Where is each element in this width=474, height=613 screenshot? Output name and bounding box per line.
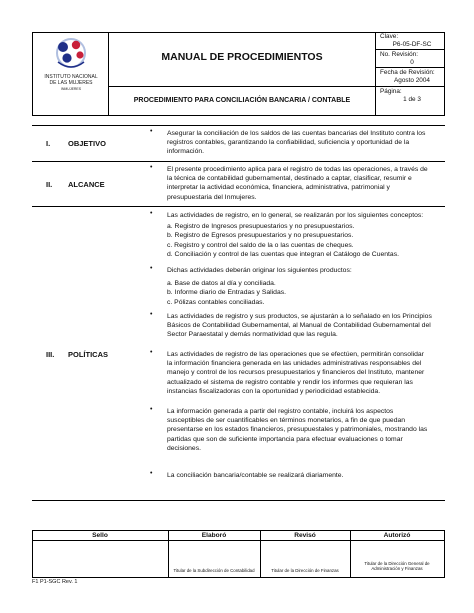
bullet-icon: • [150,164,153,171]
elaboro-header: Elaboró [201,532,227,539]
section-number: I. [46,139,51,148]
inmujeres-logo-icon [54,36,88,72]
bullet-icon: • [150,349,153,356]
bullet-icon: • [150,128,153,135]
reviso-header: Revisó [294,532,316,539]
section-number: II. [46,180,53,189]
politicas-p1: Las actividades de registro, en lo general, se realizarán por los siguientes conceptos: [167,212,424,219]
bullet-icon: • [150,265,153,272]
procedure-title: PROCEDIMIENTO PARA CONCILIACIÓN BANCARIA / CONTABLE [133,97,351,104]
fecha-revision-cell: Fecha de Revisión: Agosto 2004 [380,69,435,84]
revision-cell: No. Revisión: 0 [380,51,419,66]
politicas-p2-list: a. Base de datos al día y conciliada. b. Informe diario de Entradas y Salidas. c. Pólizas contables conciliadas. [167,280,287,306]
objetivo-text: Asegurar la conciliación de los saldos de las cuentas bancarias del Instituto contra los registros contables, garantizando la confiabilidad, suficiencia y oportunidad de la información. [167,130,426,156]
autorizo-header: Autorizó [383,532,411,539]
autorizo-signature: Titular de la Dirección General de Administración y Finanzas [364,561,430,572]
politicas-p5: La información generada a partir del registro contable, incluirá los aspectos susceptibles de ser cuantificables en términos monetarios, a fin de que puedan presentarse en los estados financieros, presupuestales y patrimoniales, mostrando las partidas que son de suficiente importancia para efectuar evaluaciones o tomar decisiones. [167,408,428,452]
politicas-p1-list: a. Registro de Ingresos presupuestarios y no presupuestarios. b. Registro de Egresos presupuestarios y no presupuestarios. c. Registro y control del saldo de la o las cuentas de cheques. d. Conciliación y control de las cuentas que integran el Catálogo de Cuentas. [167,223,399,258]
bullet-icon: • [150,210,153,217]
politicas-p6: La conciliación bancaria/contable se realizará diariamente. [167,472,344,479]
form-code: F1 P1-SGC Rev. 1 [32,579,78,585]
alcance-text: El presente procedimiento aplica para el registro de todas las operaciones, a través de la técnica de contabilidad gubernamental, destinado a captar, clasificar, resumir e interpretar la actividad económica, financiera, administrativa, patrimonial y presupuestaria del Inmujeres. [167,166,428,201]
politicas-p3: Las actividades de registro y sus productos, se ajustarán a lo señalado en los Principios Básicos de Contabilidad Gubernamental, al Manual de Contabilidad Gubernamental del Sector Paraestatal y demás normatividad que las regula. [167,313,432,339]
reviso-signature: Titular de la Dirección de Finanzas [271,568,339,573]
politicas-p4: Las actividades de registro de las operaciones que se efectúen, permitirán consolidar la información financiera generada en las unidades administrativas responsables del manejo y control de los recursos presupuestarios y financieros del Instituto, mantener actualizado el sistema de registro contable y rendir los informes que requieran las instancias fiscalizadoras con la oportunidad y periodicidad establecida. [167,351,425,395]
pagina-cell: Página: 1 de 3 [380,88,421,103]
elaboro-signature: Titular de la Subdirección de Contabilidad [173,568,255,573]
section-label-politicas: POLÍTICAS [68,350,109,359]
section-label-alcance: ALCANCE [68,180,105,189]
section-label-objetivo: OBJETIVO [68,139,106,148]
manual-title: MANUAL DE PROCEDIMIENTOS [161,51,323,63]
sello-header: Sello [92,532,108,539]
clave-cell: Clave: P6-05-DF-SC [380,33,432,48]
bullet-icon: • [150,406,153,413]
bullet-icon: • [150,311,153,318]
logo-text: INSTITUTO NACIONAL DE LAS MUJERES INMUJERES [44,74,98,91]
section-number: III. [46,350,55,359]
bullet-icon: • [150,470,153,477]
politicas-p2: Dichas actividades deberán originar los siguientes productos: [167,267,352,274]
